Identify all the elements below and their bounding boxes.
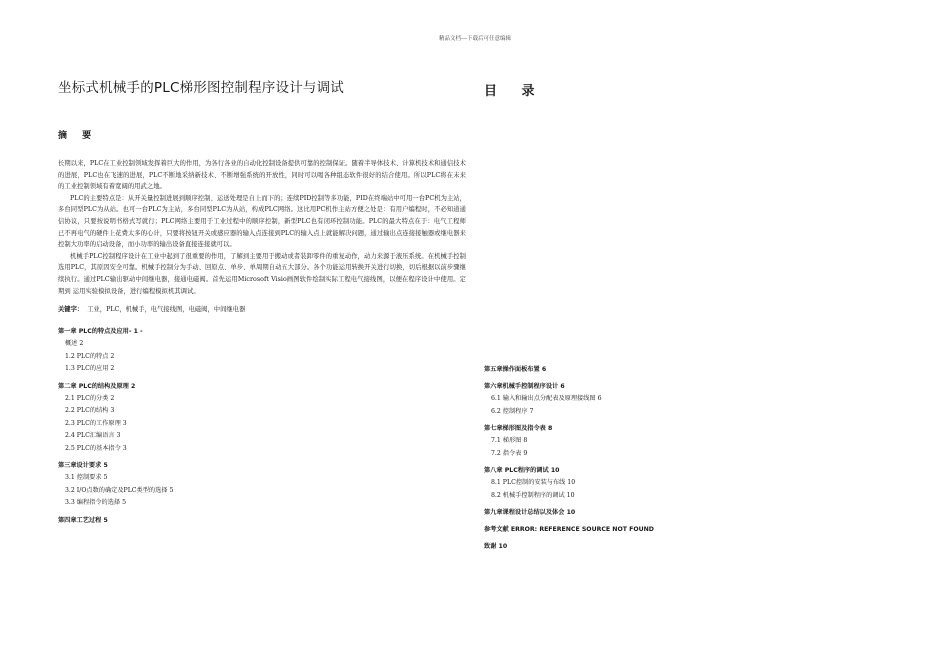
right-column [484,80,884,99]
abstract-body [58,158,466,297]
toc-chapter-link[interactable]: 第三章设计要求 5 [58,462,108,470]
toc-right-list [484,365,904,552]
toc-chapter-link[interactable]: 参考文献 ERROR: REFERENCE SOURCE NOT FOUND [484,526,654,533]
header-note: 精品文档---下载后可任意编辑 [439,36,511,42]
toc-section-link[interactable]: 2.4 PLC汇编语言 3 [65,432,121,440]
abstract-paragraph: 长期以来，PLC在工业控制领域发挥着巨大的作用，为各行各业的自动化控制设备提供可靠的控制保证。随着半导体技术、计算机技术和通信技术的进展，PLC也在飞速的进展，PLC不断地采纳新技术、不断增强系统的开放性，同时可以喝各种组态软件很好的结合使用。所以PLC将在未来的工业控制领域有着宽阔的用武之地。 [58,160,466,191]
toc-section-link[interactable]: 7.2 指令表 9 [491,449,528,457]
toc-chapter-link[interactable]: 第五章操作面板布置 6 [484,366,547,373]
abstract-paragraph: 机械手PLC控制程序设计在工业中起到了很重要的作用，了解到主要用于搬动或者装卸零件的重复动作，动力来源于液压系统。在机械手控制选用PLC，其原因安全可靠。机械手控制分为手动、回原点、单步、单周期自动五大部分。各个功能运用转换开关进行切换，切后根据以前步骤继续执行。通过PLC输出驱动中间继电器，接通电磁阀。首先运用Microsoft Visio画图软件绘制实际工程电气接线图，以便在程序设计中使用。定期到 运用实验模拟设备，进行编程模拟机其调试。 [58,252,466,295]
toc-chapter-link[interactable]: 第二章 PLC的结构及原理 2 [58,382,136,390]
keywords-label: 关键字： [58,306,84,314]
toc-chapter-link[interactable]: 第九章课程设计总结以及体会 10 [484,509,576,516]
toc-section-link[interactable]: 6.2 控制程序 7 [491,407,534,415]
toc-section-link[interactable]: 1.2 PLC的特点 2 [65,352,115,360]
toc-section-link[interactable]: 2.3 PLC的工作原理 3 [65,419,127,427]
left-column [58,76,466,526]
toc-chapter-link[interactable]: 第四章工艺过程 5 [58,516,108,524]
toc-section-link[interactable]: 2.1 PLC的分类 2 [65,394,115,402]
keywords-value: 工业，PLC，机械手，电气接线图，电磁阀，中间继电器 [87,306,246,314]
toc-section-link[interactable]: 7.1 梯形图 8 [491,437,528,444]
document-title: 坐标式机械手的PLC梯形图控制程序设计与调试 [58,80,344,96]
abstract-heading: 摘 要 [58,131,98,141]
toc-section-link[interactable]: 8.2 机械手控制程序的调试 10 [491,491,575,499]
toc-section-link[interactable]: 8.1 PLC控制的安装与布线 10 [491,479,576,486]
toc-chapter-link[interactable]: 第六章机械手控制程序设计 6 [484,383,565,390]
toc-title: 目 录 [484,84,545,99]
toc-section-link[interactable]: 3.2 I/O点数的确定及PLC类型的选择 5 [65,486,174,494]
toc-chapter-link[interactable]: 第八章 PLC程序的调试 10 [484,467,560,474]
toc-section-link[interactable]: 1.3 PLC的应用 2 [65,365,115,373]
keywords-line [58,305,466,315]
toc-section-link[interactable]: 3.3 编程指令的选择 5 [65,499,127,507]
toc-section-link[interactable]: 6.1 输入和输出点分配表及原理接线图 6 [491,395,602,402]
toc-left-list [58,327,466,526]
toc-section-link[interactable]: 概述 2 [65,340,84,348]
toc-section-link[interactable]: 3.1 控制要求 5 [65,474,108,482]
abstract-paragraph: PLC的主要特点是：从开关量控制进展到顺序控制、运送处理是自上而下的；连续PID控制等多功能，PID在终端站中可用一台PC机为主站，多台同型PLC为从站。也可一台PLC为主站，多台同型PLC为从站，构成PLC网络。这比用PC机作主站方便之处是：有用户编程时，不必知道通信协议，只要按说明书格式写就行；PLC网络主要用于工业过程中的顺序控制，新型PLC也有闭环控制功能。PLC的最大特点在于：电气工程师已不再电气的硬件上花费太多的心计，只要将按钮开关或感应器的输入点连接到PLC的输入点上就能解决问题，通过输出点连接接触器或继电器来控制大功率的启动设备，而小功率的输出设备直接连接就可以。 [58,194,466,249]
toc-section-link[interactable]: 2.5 PLC的基本指令 3 [65,444,127,452]
toc-chapter-link[interactable]: 第七章梯形图及指令表 8 [484,425,553,432]
toc-section-link[interactable]: 2.2 PLC的结构 3 [65,407,115,415]
toc-chapter-link[interactable]: 致谢 10 [484,543,508,550]
toc-chapter-link[interactable]: 第一章 PLC的特点及应用- 1 - [58,328,143,336]
